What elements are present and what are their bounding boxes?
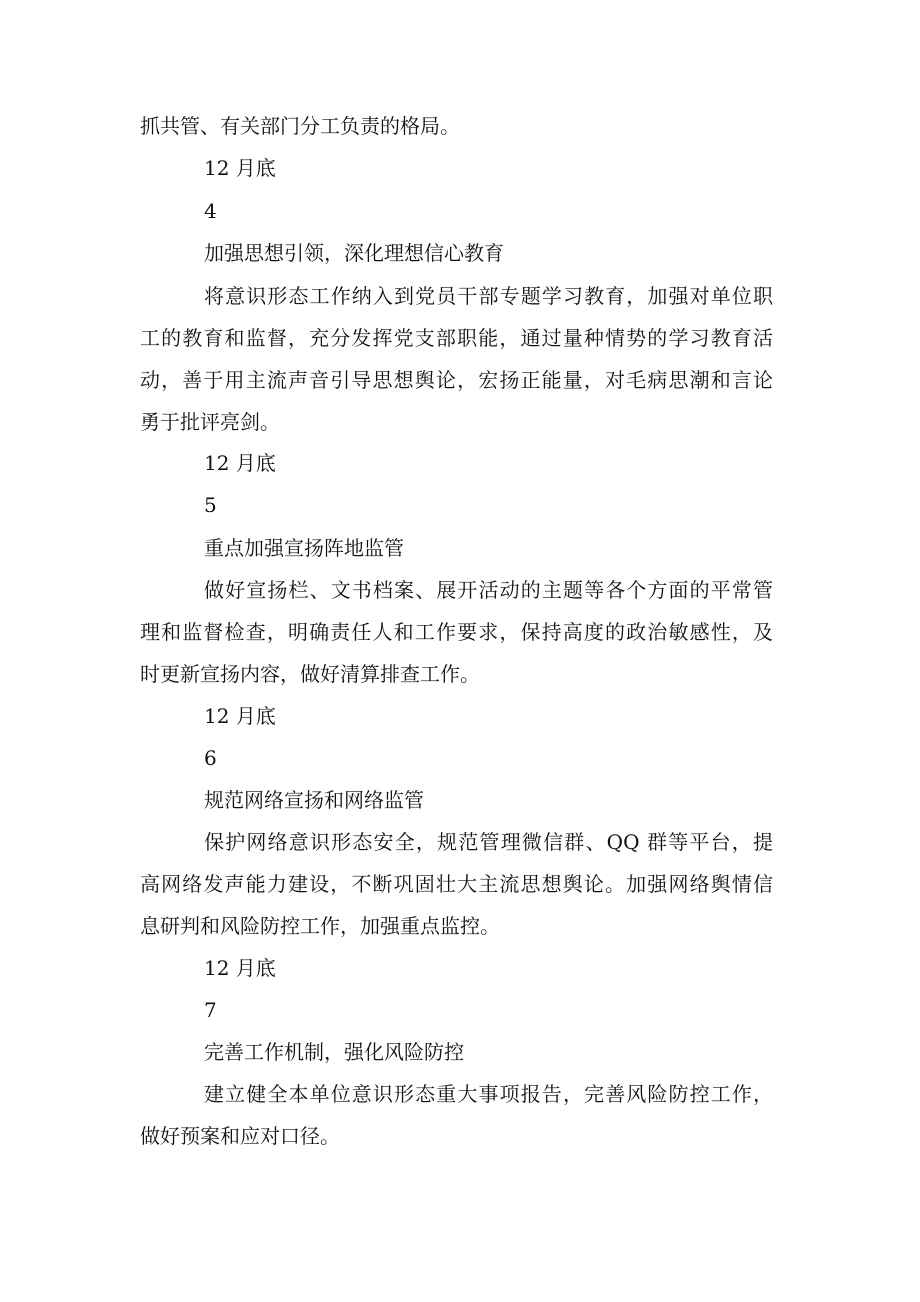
paragraph-line: 将意识形态工作纳入到党员干部专题学习教育，加强对单位职 [204, 284, 773, 308]
item-number: 6 [204, 746, 217, 770]
paragraph-line: 建立健全本单位意识形态重大事项报告，完善风险防控工作， [204, 1082, 773, 1106]
item-title: 重点加强宣扬阵地监管 [204, 536, 404, 560]
paragraph-line: 时更新宣扬内容，做好清算排查工作。 [140, 662, 480, 686]
paragraph-line: 保护网络意识形态安全，规范管理微信群、QQ 群等平台，提 [204, 830, 773, 854]
item-number: 5 [204, 493, 217, 517]
item-number: 7 [204, 998, 217, 1022]
paragraph-line: 理和监督检查，明确责任人和工作要求，保持高度的政治敏感性，及 [140, 620, 773, 644]
paragraph-line: 工的教育和监督，充分发挥党支部职能，通过量种情势的学习教育活 [140, 326, 773, 350]
paragraph-line: 抓共管、有关部门分工负责的格局。 [140, 114, 460, 138]
item-title: 完善工作机制，强化风险防控 [204, 1040, 464, 1064]
paragraph-line: 息研判和风险防控工作，加强重点监控。 [140, 914, 500, 938]
deadline-text: 12 月底 [204, 704, 276, 728]
paragraph-line: 动，善于用主流声音引导思想舆论，宏扬正能量，对毛病思潮和言论 [140, 368, 773, 392]
deadline-text: 12 月底 [204, 956, 276, 980]
paragraph-line: 勇于批评亮剑。 [140, 410, 280, 434]
item-number: 4 [204, 199, 217, 223]
deadline-text: 12 月底 [204, 451, 276, 475]
item-title: 规范网络宣扬和网络监管 [204, 788, 424, 812]
paragraph-line: 高网络发声能力建设，不断巩固壮大主流思想舆论。加强网络舆情信 [140, 872, 773, 896]
paragraph-line: 做好预案和应对口径。 [140, 1124, 340, 1148]
item-title: 加强思想引领，深化理想信心教育 [204, 241, 504, 265]
paragraph-line: 做好宣扬栏、文书档案、展开活动的主题等各个方面的平常管 [204, 578, 773, 602]
deadline-text: 12 月底 [204, 156, 276, 180]
